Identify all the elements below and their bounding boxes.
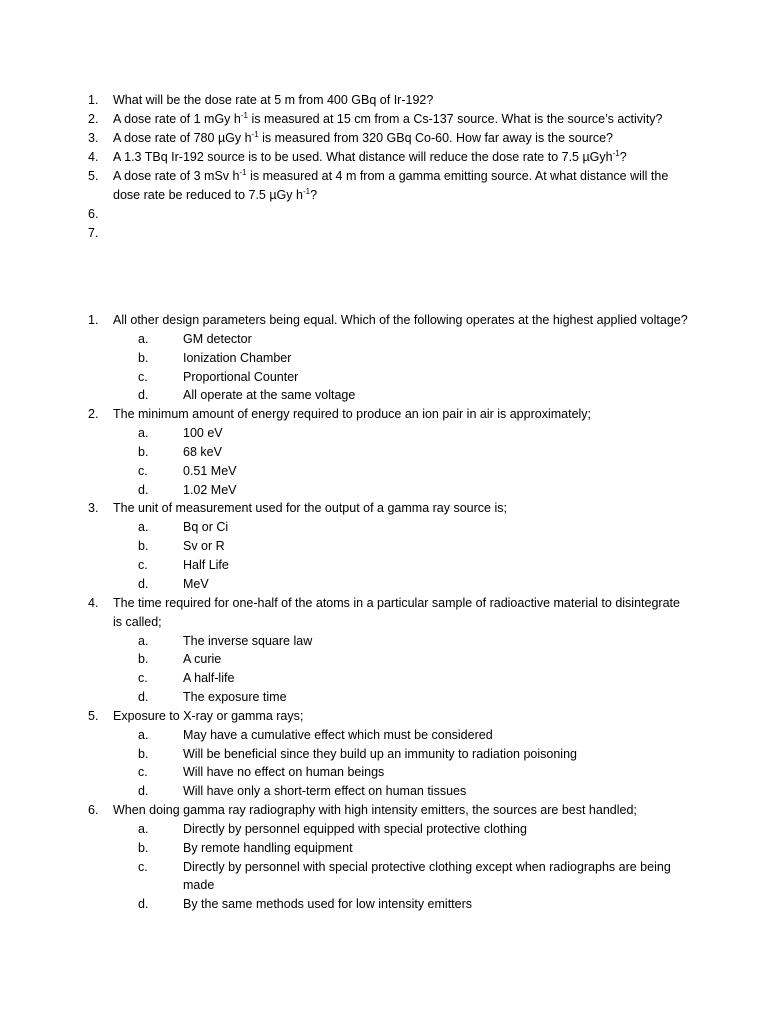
answer-option — [113, 820, 688, 839]
question-text: The unit of measurement used for the output of a gamma ray source is; — [113, 501, 507, 516]
answer-options — [113, 518, 688, 593]
question-text-part: ? — [619, 150, 627, 164]
option-text: The exposure time — [183, 689, 287, 704]
superscript-exponent: -1 — [302, 187, 311, 196]
question-text — [113, 167, 688, 205]
question-text — [113, 110, 688, 129]
answer-options — [113, 330, 688, 405]
question-text — [113, 91, 688, 110]
answer-option — [113, 688, 688, 707]
option-text: Directly by personnel equipped with special protective clothing — [183, 821, 527, 836]
mc-question — [88, 707, 688, 801]
question-text: All other design parameters being equal. Which of the following operates at the highest applied voltage? — [113, 313, 688, 327]
question-number: 4. — [88, 595, 99, 610]
answer-option — [113, 443, 688, 462]
option-letter: c. — [138, 463, 148, 478]
option-letter: d. — [138, 689, 149, 704]
calc-question — [88, 110, 688, 129]
mc-question — [88, 594, 688, 707]
question-text-part: A dose rate of 780 µGy h — [113, 131, 252, 145]
option-letter: b. — [138, 444, 149, 459]
question-number: 1. — [88, 93, 99, 107]
mc-question — [88, 499, 688, 593]
option-letter: d. — [138, 388, 149, 403]
answer-options — [113, 632, 688, 707]
question-number: 7. — [88, 226, 99, 240]
answer-options — [113, 820, 688, 914]
question-text-part: A 1.3 TBq Ir-192 source is to be used. What distance will reduce the dose rate to 7.5 µGyh — [113, 150, 613, 164]
answer-option — [113, 782, 688, 801]
option-text: GM detector — [183, 332, 252, 346]
question-number: 6. — [88, 207, 99, 221]
answer-option — [113, 368, 688, 387]
option-text: Sv or R — [183, 539, 225, 554]
question-text-part: A dose rate of 3 mSv h — [113, 169, 240, 183]
answer-option — [113, 481, 688, 500]
answer-options — [113, 726, 688, 801]
option-letter: d. — [138, 576, 149, 591]
option-letter: b. — [138, 350, 149, 365]
option-letter: a. — [138, 520, 149, 535]
calc-question — [88, 129, 688, 148]
question-number: 3. — [88, 501, 99, 516]
option-letter: d. — [138, 482, 149, 497]
option-text: 100 eV — [183, 426, 223, 441]
option-letter: c. — [138, 557, 148, 572]
option-text: A half-life — [183, 671, 235, 686]
question-text-part: What will be the dose rate at 5 m from 400 GBq of Ir-192? — [113, 93, 434, 107]
option-text: A curie — [183, 652, 222, 667]
answer-option — [113, 763, 688, 782]
option-text: Will have no effect on human beings — [183, 765, 385, 780]
question-text — [113, 129, 688, 148]
option-letter: b. — [138, 840, 149, 855]
question-number: 4. — [88, 150, 99, 164]
option-text: Proportional Counter — [183, 369, 299, 384]
multiple-choice-questions-list — [88, 311, 688, 914]
calc-question — [88, 91, 688, 110]
question-text — [113, 224, 688, 243]
option-letter: a. — [138, 332, 149, 346]
option-letter: a. — [138, 633, 149, 648]
question-number: 3. — [88, 131, 99, 145]
answer-option — [113, 537, 688, 556]
question-text — [113, 148, 688, 167]
option-letter: c. — [138, 671, 148, 686]
mc-question — [88, 801, 688, 914]
answer-options — [113, 424, 688, 499]
question-number: 5. — [88, 708, 99, 723]
question-number: 1. — [88, 313, 99, 327]
question-text: The time required for one-half of the atoms in a particular sample of radioactive material to disintegrate is called; — [113, 595, 680, 629]
superscript-exponent: -1 — [251, 130, 259, 139]
option-letter: b. — [138, 746, 149, 761]
question-text-part: is measured at 4 m from a gamma emitting source. At what distance will the dose rate be reduced to 7.5 µGy h — [113, 169, 669, 202]
option-text: May have a cumulative effect which must be considered — [183, 727, 493, 742]
option-text: By remote handling equipment — [183, 840, 353, 855]
answer-option — [113, 726, 688, 745]
mc-question — [88, 405, 688, 499]
answer-option — [113, 839, 688, 858]
option-text: By the same methods used for low intensity emitters — [183, 897, 473, 912]
option-text: MeV — [183, 576, 209, 591]
answer-option — [113, 669, 688, 688]
option-letter: d. — [138, 897, 149, 912]
option-text: Bq or Ci — [183, 520, 229, 535]
question-text: Exposure to X-ray or gamma rays; — [113, 708, 304, 723]
option-letter: c. — [138, 369, 148, 384]
option-text: 1.02 MeV — [183, 482, 237, 497]
option-text: All operate at the same voltage — [183, 388, 356, 403]
answer-option — [113, 518, 688, 537]
answer-option — [113, 632, 688, 651]
question-text: The minimum amount of energy required to produce an ion pair in air is approximately; — [113, 407, 592, 422]
question-text-part: A dose rate of 1 mGy h — [113, 112, 241, 126]
answer-option — [113, 556, 688, 575]
answer-option — [113, 424, 688, 443]
option-text: Will be beneficial since they build up an immunity to radiation poisoning — [183, 746, 577, 761]
option-letter: b. — [138, 539, 149, 554]
calc-question — [88, 148, 688, 167]
question-text-part: ? — [310, 188, 318, 202]
answer-option — [113, 462, 688, 481]
calc-question — [88, 205, 688, 224]
question-number: 2. — [88, 112, 99, 126]
mc-question — [88, 311, 688, 405]
calc-question — [88, 224, 688, 243]
superscript-exponent: -1 — [239, 168, 247, 177]
option-text: 0.51 MeV — [183, 463, 237, 478]
option-letter: d. — [138, 784, 149, 799]
answer-option — [113, 575, 688, 594]
answer-option — [113, 349, 688, 368]
option-letter: a. — [138, 727, 149, 742]
question-text: When doing gamma ray radiography with high intensity emitters, the sources are best handled; — [113, 802, 637, 817]
answer-option — [113, 330, 688, 349]
question-number: 5. — [88, 169, 99, 183]
calc-question — [88, 167, 688, 205]
option-text: 68 keV — [183, 444, 222, 459]
option-text: Directly by personnel with special protective clothing except when radiographs are being made — [183, 859, 671, 893]
answer-option — [113, 745, 688, 764]
superscript-exponent: -1 — [612, 149, 620, 158]
question-text-part: is measured at 15 cm from a Cs-137 source. What is the source’s activity? — [247, 112, 663, 126]
option-text: Will have only a short-term effect on human tissues — [183, 784, 467, 799]
answer-option — [113, 650, 688, 669]
calculation-questions-list — [88, 91, 688, 243]
option-text: Half Life — [183, 557, 229, 572]
question-number: 2. — [88, 407, 99, 422]
option-letter: c. — [138, 859, 148, 874]
option-letter: a. — [138, 821, 149, 836]
answer-option — [113, 858, 688, 896]
option-letter: b. — [138, 652, 149, 667]
option-letter: c. — [138, 765, 148, 780]
answer-option — [113, 386, 688, 405]
option-text: The inverse square law — [183, 633, 313, 648]
superscript-exponent: -1 — [240, 111, 248, 120]
question-text — [113, 205, 688, 224]
answer-option — [113, 895, 688, 914]
question-text-part: is measured from 320 GBq Co-60. How far away is the source? — [258, 131, 613, 145]
option-letter: a. — [138, 426, 149, 441]
option-text: Ionization Chamber — [183, 350, 292, 365]
question-number: 6. — [88, 802, 99, 817]
